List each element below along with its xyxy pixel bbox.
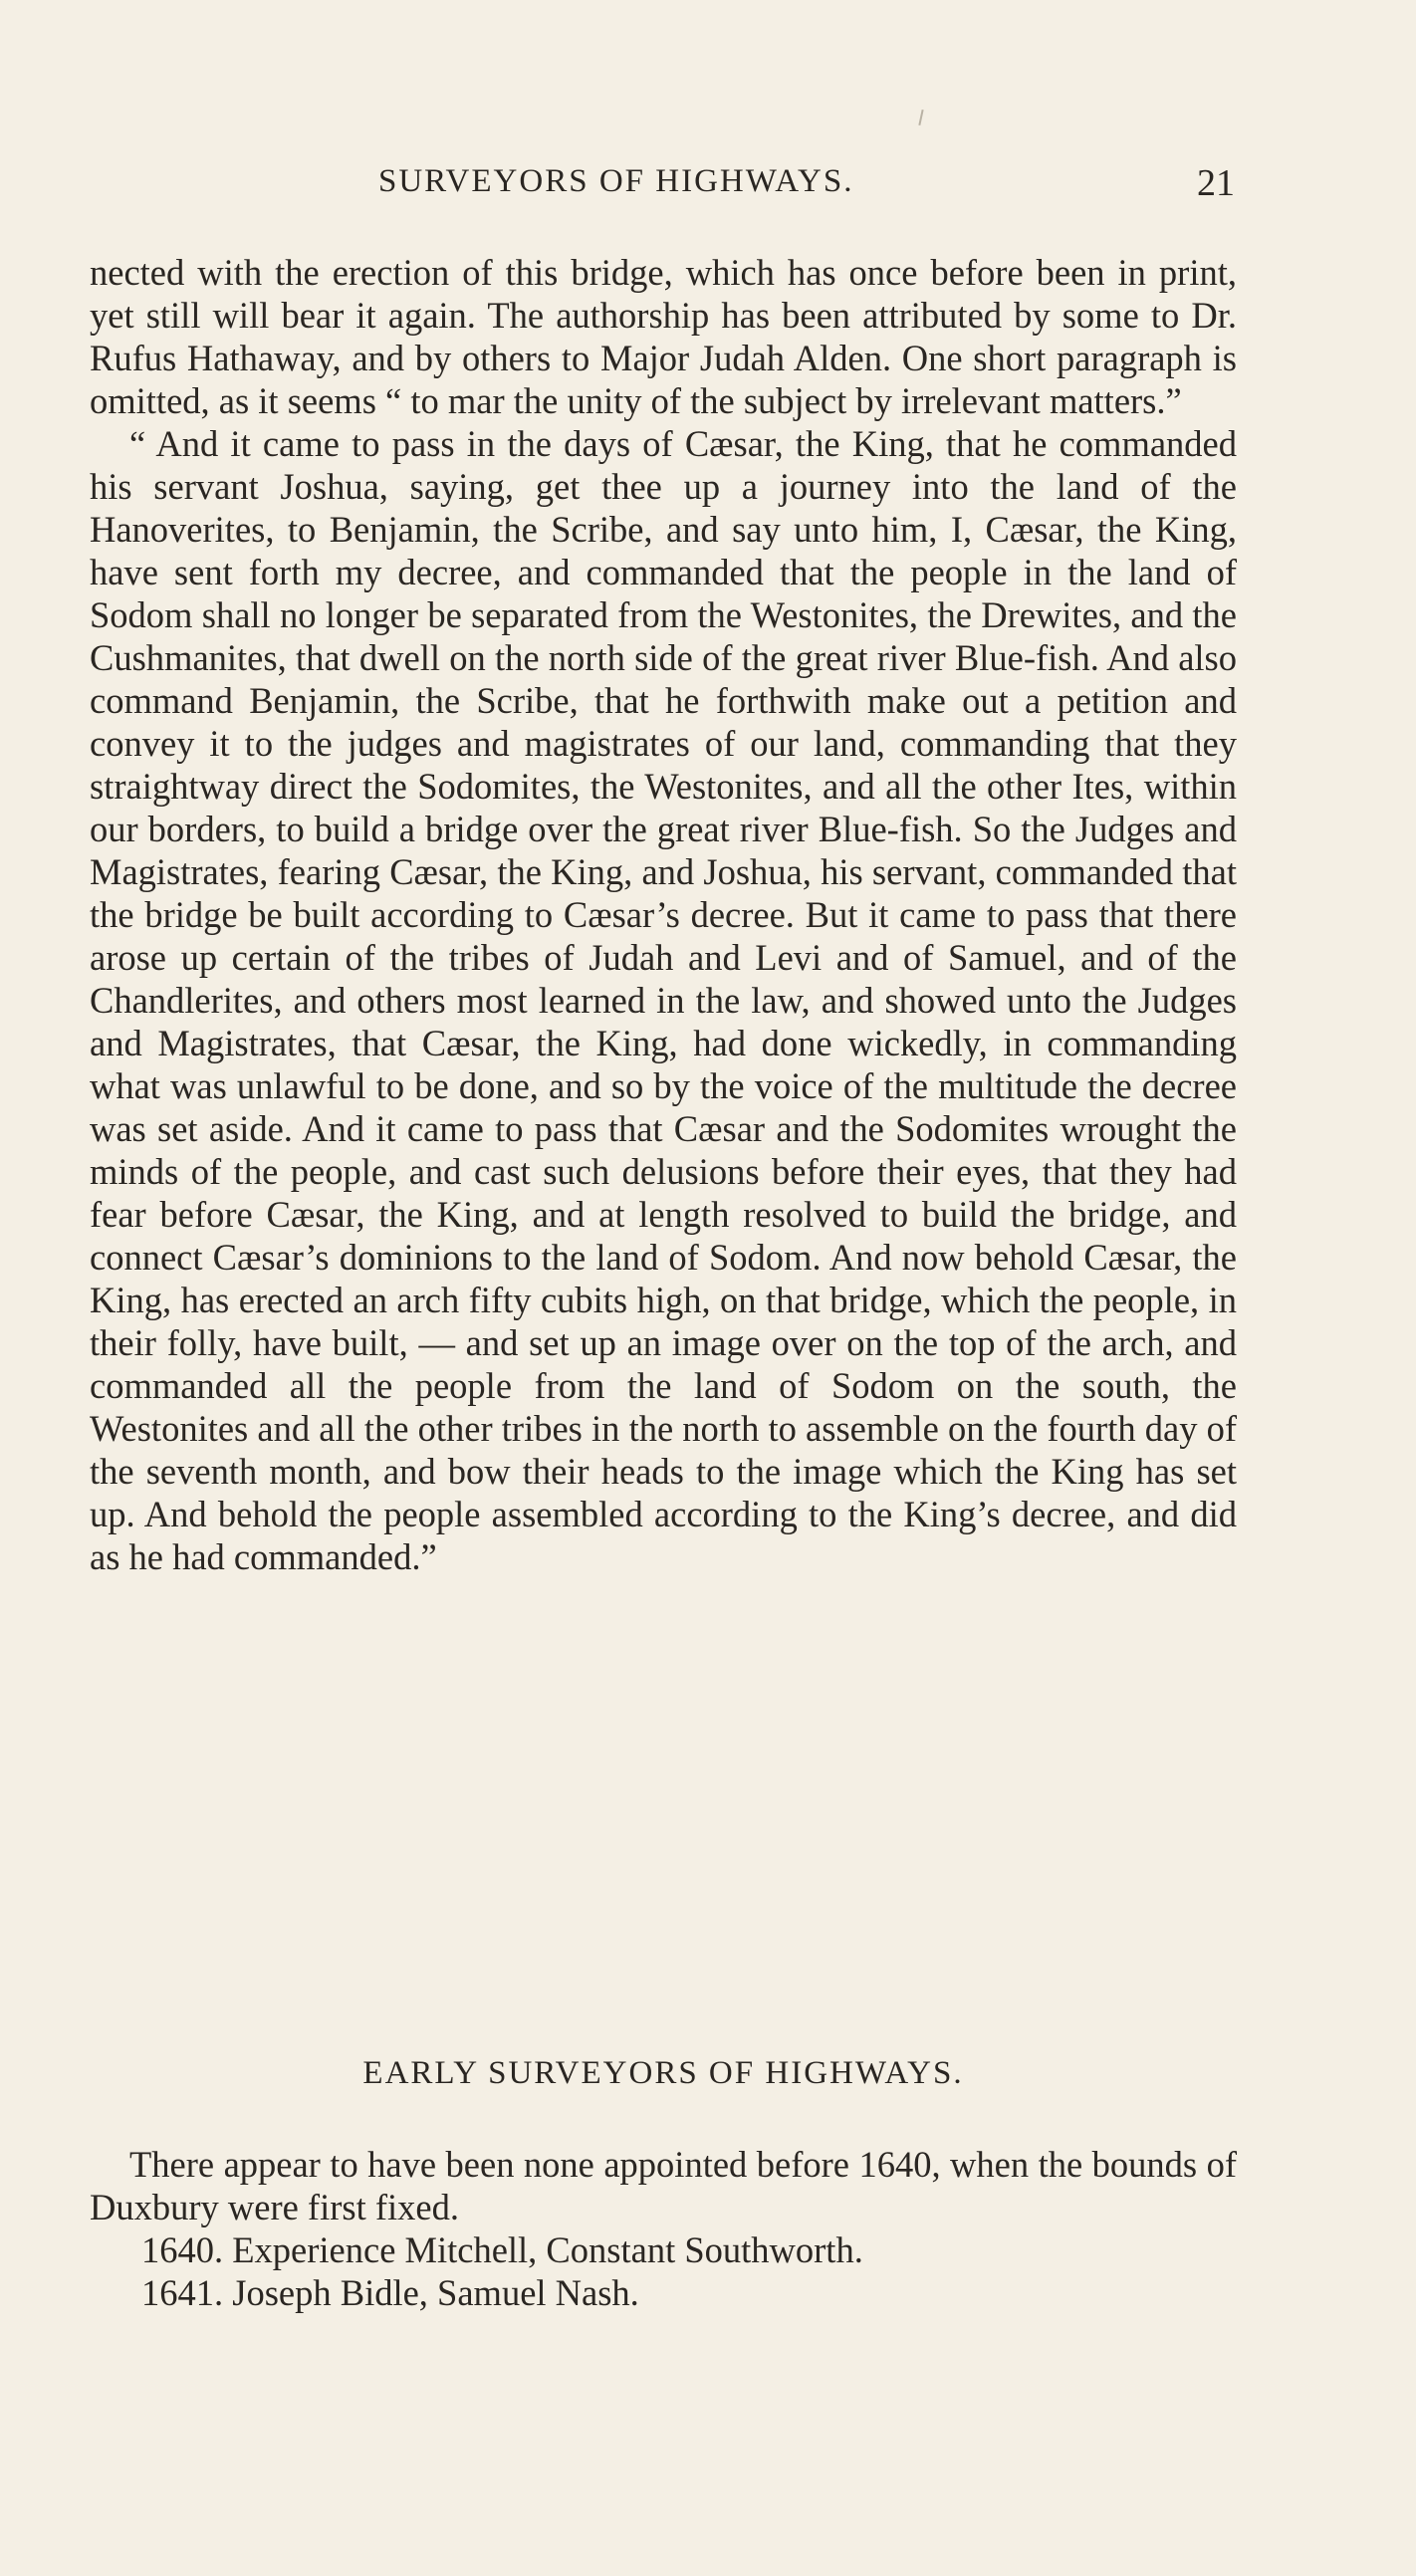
section-heading: EARLY SURVEYORS OF HIGHWAYS. <box>362 2055 964 2091</box>
running-title: SURVEYORS OF HIGHWAYS. <box>378 163 854 199</box>
surveyor-entry-1640: 1640. Experience Mitchell, Constant Southworth. <box>141 2229 863 2270</box>
section-intro: There appear to have been none appointed before 1640, when the bounds of Duxbury were first fixed. <box>90 2144 1237 2227</box>
paragraph-continuation: nected with the erection of this bridge, which has once before been in print, yet still will bear it again. The authorship has been attributed by some to Dr. Rufus Hathaway, and by others to Major Judah Alden. One short paragraph is omitted, as it seems “ to mar the unity of the subject by irrelevant matters.” <box>90 252 1237 421</box>
running-head <box>90 157 1235 205</box>
stray-print-mark <box>918 110 923 125</box>
page-number: 21 <box>1197 162 1235 204</box>
section-body <box>90 2143 1237 2314</box>
paragraph-quoted-story: “ And it came to pass in the days of Cæsar, the King, that he commanded his servant Joshua, saying, get thee up a journey into the land of the Hanoverites, to Benjamin, the Scribe, and say unto him, I, Cæsar, the King, have sent forth my decree, and commanded that the people in the land of Sodom shall no longer be separated from the Westonites, the Drewites, and the Cushmanites, that dwell on the north side of the great river Blue-fish. And also command Benjamin, the Scribe, that he forthwith make out a petition and convey it to the judges and magistrates of our land, commanding that they straightway direct the Sodomites, the Westonites, and all the other Ites, within our borders, to build a bridge over the great river Blue-fish. So the Judges and Magistrates, fearing Cæsar, the King, and Joshua, his servant, commanded that the bridge be built according to Cæsar’s decree. But it came to pass that there arose up certain of the tribes of Judah and Levi and of Samuel, and of the Chandlerites, and others most learned in the law, and showed unto the Judges and Magistrates, that Cæsar, the King, had done wickedly, in commanding what was unlawful to be done, and so by the voice of the multitude the decree was set aside. And it came to pass that Cæsar and the Sodomites wrought the minds of the people, and cast such delusions before their eyes, that they had fear before Cæsar, the King, and at length resolved to build the bridge, and connect Cæsar’s dominions to the land of Sodom. And now behold Cæsar, the King, has erected an arch fifty cubits high, on that bridge, which the people, in their folly, have built, — and set up an image over on the top of the arch, and commanded all the people from the land of Sodom on the south, the Westonites and all the other tribes in the north to assemble on the fourth day of the seventh month, and bow their heads to the image which the King has set up. And behold the people assembled according to the King’s decree, and did as he had commanded.” <box>90 423 1237 1577</box>
body-text <box>90 251 1237 1578</box>
surveyor-entry-1641: 1641. Joseph Bidle, Samuel Nash. <box>141 2272 639 2313</box>
